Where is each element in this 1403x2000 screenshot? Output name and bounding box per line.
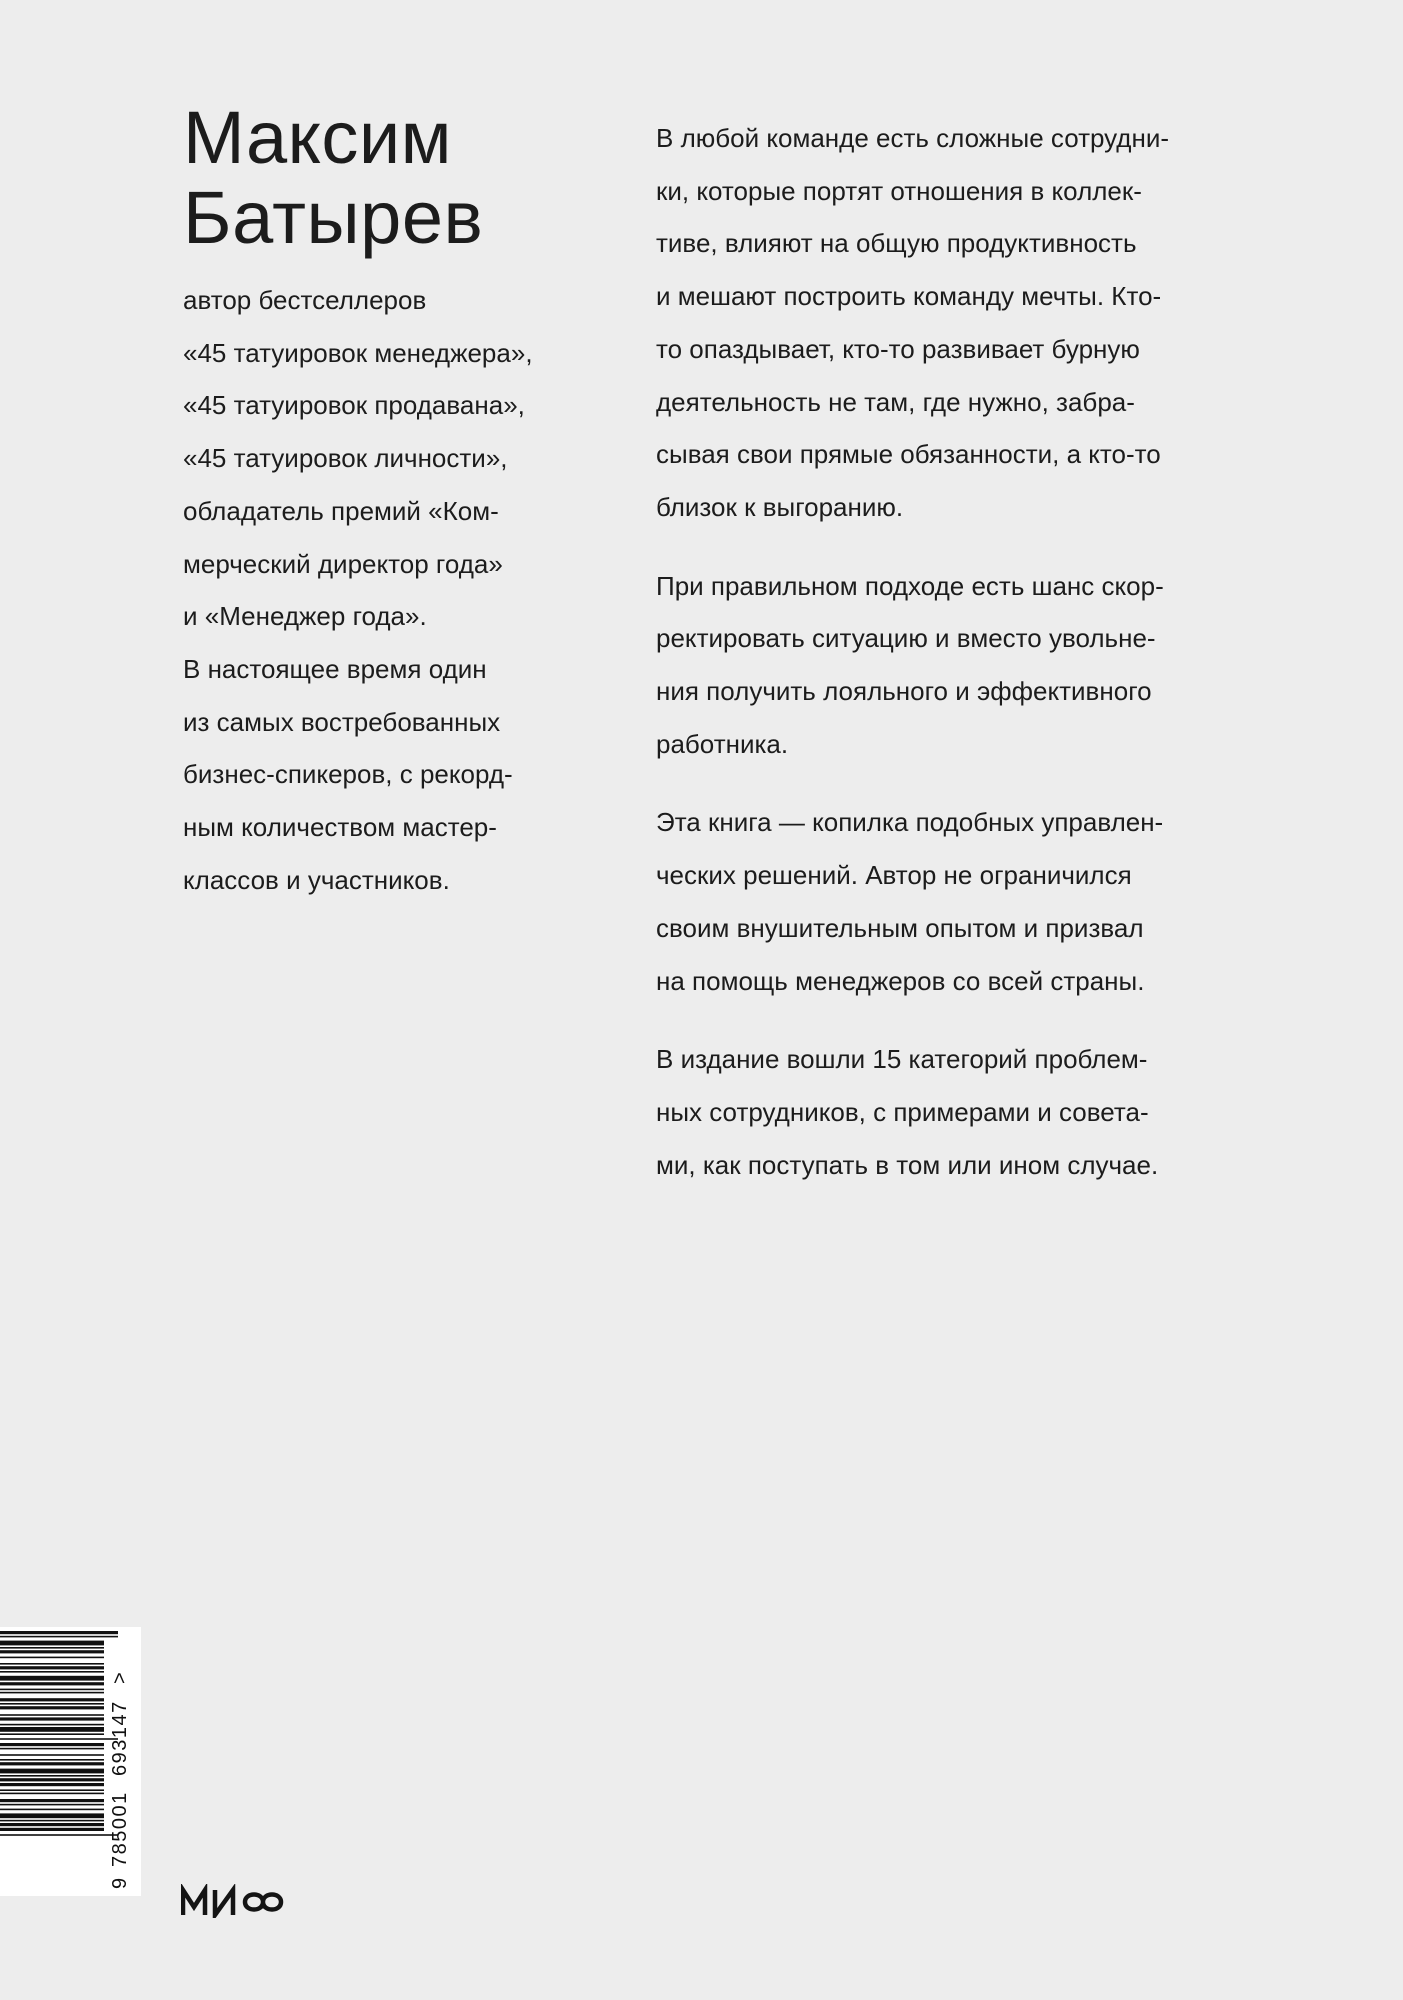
barcode-bar — [0, 1636, 118, 1638]
bio-line: «45 татуировок продавана», — [183, 390, 525, 421]
barcode-bar — [0, 1809, 104, 1811]
bio-line: автор бестселлеров — [183, 285, 427, 315]
publisher-logo — [181, 1884, 293, 1918]
description-line: ческих решений. Автор не ограничился — [656, 860, 1132, 891]
description-line: сывая свои прямые обязанности, а кто-то — [656, 439, 1161, 470]
description-line: Эта книга — копилка подобных управлен- — [656, 807, 1164, 838]
bio-line: ным количеством мастер- — [183, 812, 497, 843]
barcode-bar — [0, 1692, 104, 1694]
barcode-bar — [0, 1828, 104, 1831]
barcode-first-digit: 9 — [109, 1877, 131, 1889]
barcode-bar — [0, 1641, 104, 1646]
description-line: работника. — [656, 728, 789, 759]
barcode-bar — [0, 1714, 104, 1716]
description-line: близок к выгоранию. — [656, 491, 904, 522]
barcode-bar — [0, 1793, 104, 1795]
barcode-bar — [0, 1823, 104, 1826]
author-last-name: Батырев — [183, 176, 484, 259]
description-line: тиве, влияют на общую продуктивность — [656, 228, 1137, 259]
barcode-bar — [0, 1650, 104, 1653]
barcode-bar — [0, 1703, 104, 1705]
description-line: ми, как поступать в том или ином случае. — [656, 1149, 1159, 1180]
bio-line: классов и участников. — [183, 864, 450, 895]
barcode-bar — [0, 1754, 104, 1756]
barcode-bar — [0, 1689, 104, 1691]
barcode-bar — [0, 1759, 104, 1761]
barcode-bar — [0, 1671, 104, 1673]
description-line: деятельность не там, где нужно, забра- — [656, 386, 1135, 417]
author-first-name: Максим — [183, 96, 453, 179]
barcode-bar — [0, 1783, 104, 1786]
barcode-digit-group-1: 785001 — [109, 1791, 131, 1867]
barcode-bar — [0, 1631, 118, 1634]
barcode-bar — [0, 1804, 104, 1806]
description-paragraph — [656, 560, 1256, 771]
barcode-bar — [0, 1748, 104, 1750]
bio-line: «45 татуировок личности», — [183, 443, 508, 474]
barcode-bar — [0, 1676, 104, 1681]
bio-line: и «Менеджер года». — [183, 601, 427, 632]
barcode-bar — [0, 1820, 104, 1822]
barcode-bar — [0, 1778, 104, 1781]
bio-line: из самых востребованных — [183, 706, 501, 737]
description-line: При правильном подходе есть шанс скор- — [656, 570, 1164, 601]
barcode-bar — [0, 1799, 104, 1802]
barcode-quiet-mark: > — [109, 1672, 131, 1684]
bio-line: мерческий директор года» — [183, 548, 503, 579]
description-line: ных сотрудников, с примерами и совета- — [656, 1096, 1149, 1127]
barcode-bar — [0, 1682, 104, 1685]
description-line: В издание вошли 15 категорий проблем- — [656, 1044, 1148, 1075]
description-line: ния получить лояльного и эффективного — [656, 676, 1152, 707]
description-line: ки, которые портят отношения в коллек- — [656, 175, 1142, 206]
barcode-bar — [0, 1738, 118, 1740]
description-line: на помощь менеджеров со всей страны. — [656, 965, 1145, 996]
barcode-bar — [0, 1698, 104, 1701]
barcode-digit-group-2: 693147 — [109, 1700, 131, 1776]
barcode-bar — [0, 1647, 104, 1649]
barcode-bars — [0, 1631, 118, 1836]
description-line: ректировать ситуацию и вместо увольне- — [656, 623, 1156, 654]
author-name — [183, 98, 483, 258]
barcode-bar — [0, 1727, 104, 1732]
barcode-bar — [0, 1706, 104, 1709]
description-line: и мешают построить команду мечты. Кто- — [656, 281, 1162, 312]
description-paragraph — [656, 112, 1256, 534]
barcode-bar — [0, 1813, 104, 1818]
barcode-bar — [0, 1834, 118, 1836]
bio-line: В настоящее время один — [183, 653, 487, 684]
bio-line: обладатель премий «Ком- — [183, 495, 499, 526]
barcode-bar — [0, 1743, 104, 1746]
description-line: В любой команде есть сложные сотрудни- — [656, 123, 1170, 153]
barcode-bar — [0, 1733, 104, 1735]
barcode-bar — [0, 1775, 104, 1777]
description-line: то опаздывает, кто-то развивает бурную — [656, 333, 1140, 364]
description-paragraph — [656, 796, 1256, 1007]
description-line: своим внушительным опытом и призвал — [656, 912, 1144, 943]
barcode-bar — [0, 1762, 104, 1765]
barcode-bar — [0, 1724, 104, 1726]
isbn-barcode — [0, 1627, 141, 1896]
barcode-bar — [0, 1769, 104, 1774]
bio-line: «45 татуировок менеджера», — [183, 337, 533, 368]
barcode-bar — [0, 1789, 104, 1791]
book-description — [656, 112, 1256, 1217]
barcode-bar — [0, 1657, 104, 1659]
bio-line: бизнес-спикеров, с рекорд- — [183, 759, 513, 790]
barcode-bar — [0, 1717, 104, 1720]
author-bio — [183, 274, 603, 906]
description-paragraph — [656, 1033, 1256, 1191]
barcode-bar — [0, 1663, 104, 1665]
barcode-bar — [0, 1666, 104, 1669]
